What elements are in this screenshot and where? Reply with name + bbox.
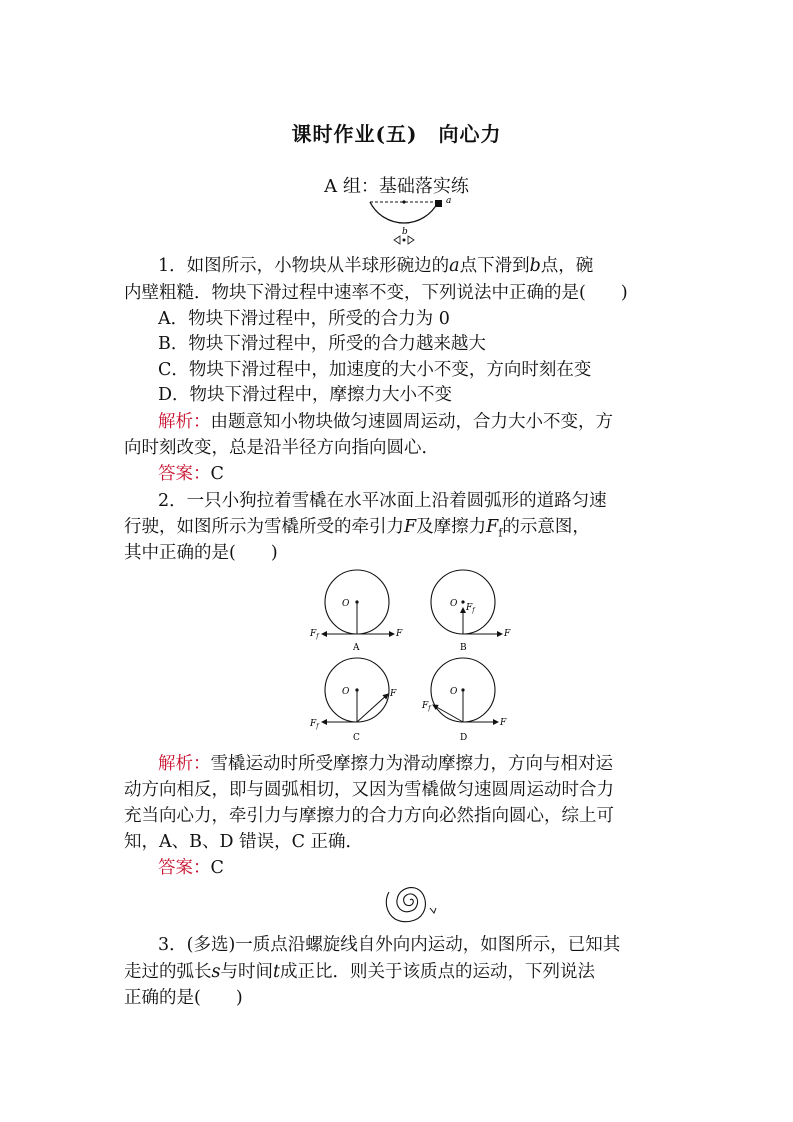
svg-text:O: O bbox=[342, 687, 350, 697]
q1-option-d: D．物块下滑过程中，摩擦力大小不变 bbox=[158, 385, 453, 405]
fig-label-a: a bbox=[446, 196, 452, 206]
spiral-figure bbox=[378, 876, 442, 926]
q2-analysis-line4: 知，A、B、D 错误，C 正确． bbox=[124, 832, 364, 852]
q2-analysis-line3: 充当向心力，牵引力与摩擦力的合力方向必然指向圆心，综上可 bbox=[124, 806, 614, 826]
option-a-diagram bbox=[309, 570, 403, 653]
q2-analysis-line2: 动方向相反，即与圆弧相切，又因为雪橇做匀速圆周运动时合力 bbox=[124, 780, 614, 800]
q2-answer: 答案：C bbox=[158, 858, 224, 878]
q2-line3: 其中正确的是( ) bbox=[124, 543, 278, 563]
q1-option-a: A．物块下滑过程中，所受的合力为 0 bbox=[158, 309, 450, 329]
q1-option-b: B．物块下滑过程中，所受的合力越来越大 bbox=[158, 334, 486, 354]
option-b-diagram bbox=[431, 570, 511, 653]
block-shape bbox=[435, 200, 442, 207]
svg-text:B: B bbox=[460, 643, 467, 653]
svg-text:F: F bbox=[500, 718, 507, 728]
svg-text:O: O bbox=[450, 687, 458, 697]
svg-text:Ff: $F_f$ bbox=[310, 629, 319, 640]
q3-line1: 3．(多选)一质点沿螺旋线自外向内运动，如图所示，已知其 bbox=[158, 935, 621, 955]
svg-text:Ff: $F_f$ bbox=[310, 719, 319, 730]
q2-line2: 行驶，如图所示为雪橇所受的牵引力F及摩擦力$F_f$的示意图， bbox=[124, 517, 590, 540]
bowl-figure bbox=[360, 196, 460, 252]
q1-analysis-line2: 向时刻改变，总是沿半径方向指向圆心． bbox=[124, 438, 439, 458]
svg-text:F: F bbox=[396, 629, 403, 639]
q3-line3: 正确的是( ) bbox=[124, 988, 243, 1008]
svg-text:Ff: $F_f$ bbox=[466, 603, 475, 614]
page-title: 课时作业(五) 向心力 bbox=[291, 122, 502, 146]
svg-text:O: O bbox=[342, 599, 350, 609]
svg-text:O: O bbox=[450, 599, 458, 609]
group-heading: A 组：基础落实练 bbox=[324, 176, 469, 197]
option-c-diagram bbox=[309, 658, 397, 743]
svg-text:A: A bbox=[353, 643, 360, 653]
q1-answer: 答案：C bbox=[158, 464, 224, 484]
q1-line2: 内壁粗糙．物块下滑过程中速率不变，下列说法中正确的是( ) bbox=[124, 283, 628, 303]
q1-analysis-line1: 解析：由题意知小物块做匀速圆周运动，合力大小不变，方 bbox=[158, 412, 613, 432]
svg-text:D: D bbox=[460, 733, 468, 743]
option-d-diagram bbox=[421, 658, 507, 743]
q2-analysis-line1: 解析：雪橇运动时所受摩擦力为滑动摩擦力，方向与相对运 bbox=[158, 754, 613, 774]
q3-line2: 走过的弧长s与时间t成正比．则关于该质点的运动，下列说法 bbox=[124, 962, 596, 982]
q2-line1: 2．一只小狗拉着雪橇在水平冰面上沿着圆弧形的道路匀速 bbox=[158, 491, 607, 511]
q1-option-c: C．物块下滑过程中，加速度的大小不变，方向时刻在变 bbox=[158, 360, 592, 380]
svg-text:F: F bbox=[504, 629, 511, 639]
svg-text:F: F bbox=[390, 689, 397, 699]
q1-line1: 1．如图所示，小物块从半球形碗边的a点下滑到b点，碗 bbox=[158, 256, 594, 276]
fig-label-b: b bbox=[402, 227, 408, 237]
svg-text:C: C bbox=[353, 733, 360, 743]
svg-text:Ff: $F_f$ bbox=[422, 701, 431, 712]
sled-force-figure bbox=[300, 560, 530, 750]
